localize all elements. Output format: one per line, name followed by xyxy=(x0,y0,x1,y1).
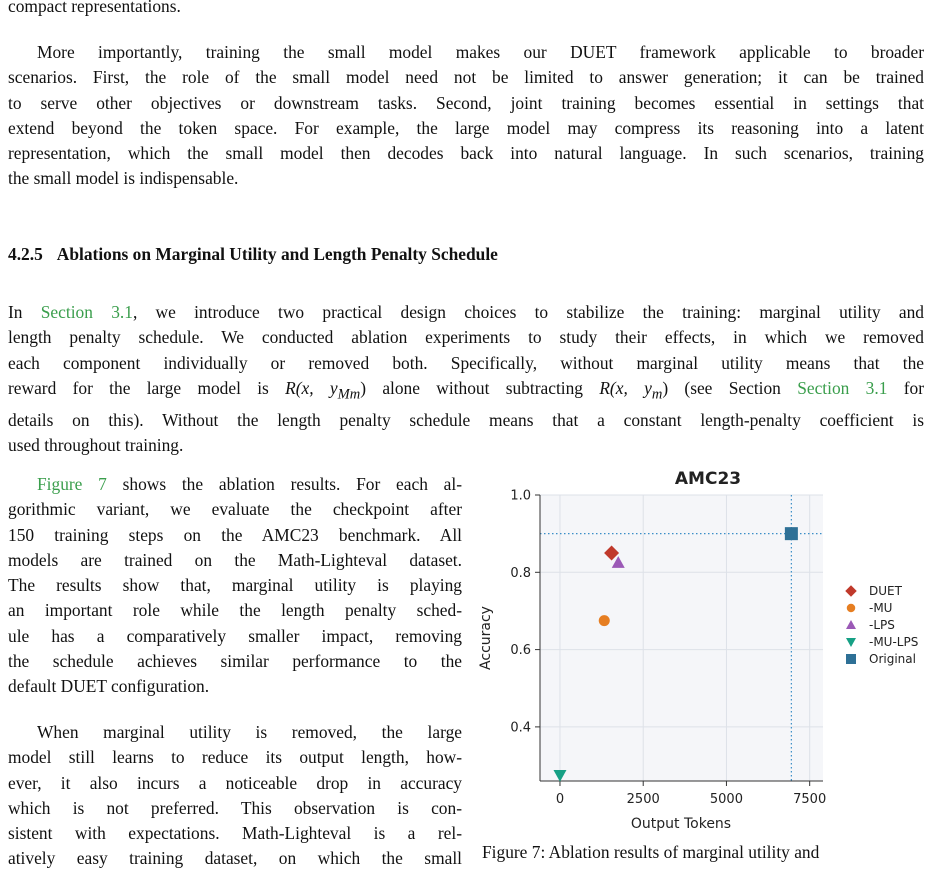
text-line: the small model is indispensable. xyxy=(8,168,239,189)
legend-label: -MU-LPS xyxy=(869,635,919,649)
text-line: scenarios. First, the role of the small model need not be limited to answer generation; it can be trained xyxy=(8,67,924,88)
text-line: which is not preferred. This observation is con- xyxy=(8,797,462,818)
paragraph-ablation-design xyxy=(8,300,924,458)
legend-marker xyxy=(846,638,856,647)
text-line: atively easy training dataset, on which the small xyxy=(8,848,462,869)
text-line: used throughout training. xyxy=(8,434,184,455)
text-line: ever, it also incurs a noticeable drop in accuracy xyxy=(8,772,462,793)
text-line: 150 training steps on the AMC23 benchmark. All xyxy=(8,524,462,545)
paragraph-intro-tail xyxy=(8,0,924,19)
y-axis-label: Accuracy xyxy=(478,606,494,670)
x-tick-label: 0 xyxy=(555,792,565,807)
y-tick-label: 1.0 xyxy=(510,488,531,504)
section-link[interactable]: Section 3.1 xyxy=(797,377,888,398)
y-tick-label: 0.4 xyxy=(510,720,531,736)
figure-link[interactable]: Figure 7 xyxy=(37,474,107,494)
plot-area xyxy=(540,495,823,781)
text-line: the schedule achieves similar performance to the xyxy=(8,651,462,672)
paragraph-figure7-results xyxy=(8,472,462,700)
legend-marker xyxy=(846,654,856,664)
text-line: compact representations. xyxy=(8,0,181,16)
paragraph-marginal-utility-removed xyxy=(8,720,462,872)
math-reward-large: R(x, $y_{Mm}$ xyxy=(285,377,361,403)
text-line: an important role while the length penalty sched- xyxy=(8,600,462,621)
legend-marker xyxy=(845,585,857,597)
figure-amc23-scatter xyxy=(470,460,939,862)
text-line: gorithmic variant, we evaluate the checkpoint after xyxy=(8,499,462,520)
text-line: details on this). Without the length penalty schedule means that a constant length-penalty coefficient is xyxy=(8,409,924,430)
text-line: In Section 3.1, we introduce two practical design choices to stabilize the training: marginal utility and xyxy=(8,302,925,322)
section-heading xyxy=(8,244,498,265)
x-ticks xyxy=(556,781,826,807)
text-line: reward for the large model is R(x, $y_{Mm}$) alone without subtracting R(x, $y_m$) (see Section Section 3.1 for xyxy=(8,377,924,403)
y-tick-label: 0.8 xyxy=(510,565,531,581)
text-line: to serve other objectives or downstream tasks. Second, joint training becomes essential in settings that xyxy=(8,92,924,113)
section-number: 4.2.5 xyxy=(8,244,43,264)
text-line: representation, which the small model then decodes back into natural language. In such scenarios, training xyxy=(8,143,924,164)
text-line: length penalty schedule. We conducted ablation experiments to study their effects, in which we removed xyxy=(8,327,924,348)
legend-marker xyxy=(847,604,856,613)
math-reward-small: R(x, $y_m$ xyxy=(599,377,663,403)
legend-label: -LPS xyxy=(869,618,895,632)
data-point-mu xyxy=(599,615,610,626)
x-tick-label: 2500 xyxy=(626,792,660,807)
section-link[interactable]: Section 3.1 xyxy=(40,302,133,322)
chart-title: AMC23 xyxy=(674,469,742,489)
text-line: When marginal utility is removed, the large xyxy=(37,722,462,742)
y-tick-label: 0.6 xyxy=(510,643,531,659)
x-tick-label: 5000 xyxy=(709,792,743,807)
legend-label: DUET xyxy=(869,584,902,598)
x-tick-label: 7500 xyxy=(793,792,827,807)
legend xyxy=(845,584,918,666)
text-line: sistent with expectations. Math-Lighteval is a rel- xyxy=(8,823,462,844)
text-line: The results show that, marginal utility is playing xyxy=(8,575,462,596)
text-line: default DUET configuration. xyxy=(8,676,210,697)
text-line: extend beyond the token space. For example, the large model may compress its reasoning into a latent xyxy=(8,117,924,138)
paragraph-training-small-model xyxy=(8,40,924,192)
legend-label: Original xyxy=(869,652,916,666)
legend-label: -MU xyxy=(869,601,893,615)
legend-marker xyxy=(846,620,856,629)
data-point-original xyxy=(785,527,798,540)
text-line: More importantly, training the small model makes our DUET framework applicable to broader xyxy=(37,42,924,62)
text-line: models are trained on the Math-Lighteval dataset. xyxy=(8,549,462,570)
text-line: ule has a comparatively smaller impact, removing xyxy=(8,625,462,646)
text-line: Figure 7 shows the ablation results. For each al- xyxy=(37,474,462,494)
text-line: model still learns to reduce its output length, how- xyxy=(8,747,462,768)
section-title: Ablations on Marginal Utility and Length Penalty Schedule xyxy=(56,244,498,264)
text-line: each component individually or removed both. Specifically, without marginal utility means that the xyxy=(8,352,924,373)
y-ticks xyxy=(510,489,540,736)
x-axis-label: Output Tokens xyxy=(630,816,732,832)
figure-caption: Figure 7: Ablation results of marginal utility and xyxy=(482,842,820,862)
